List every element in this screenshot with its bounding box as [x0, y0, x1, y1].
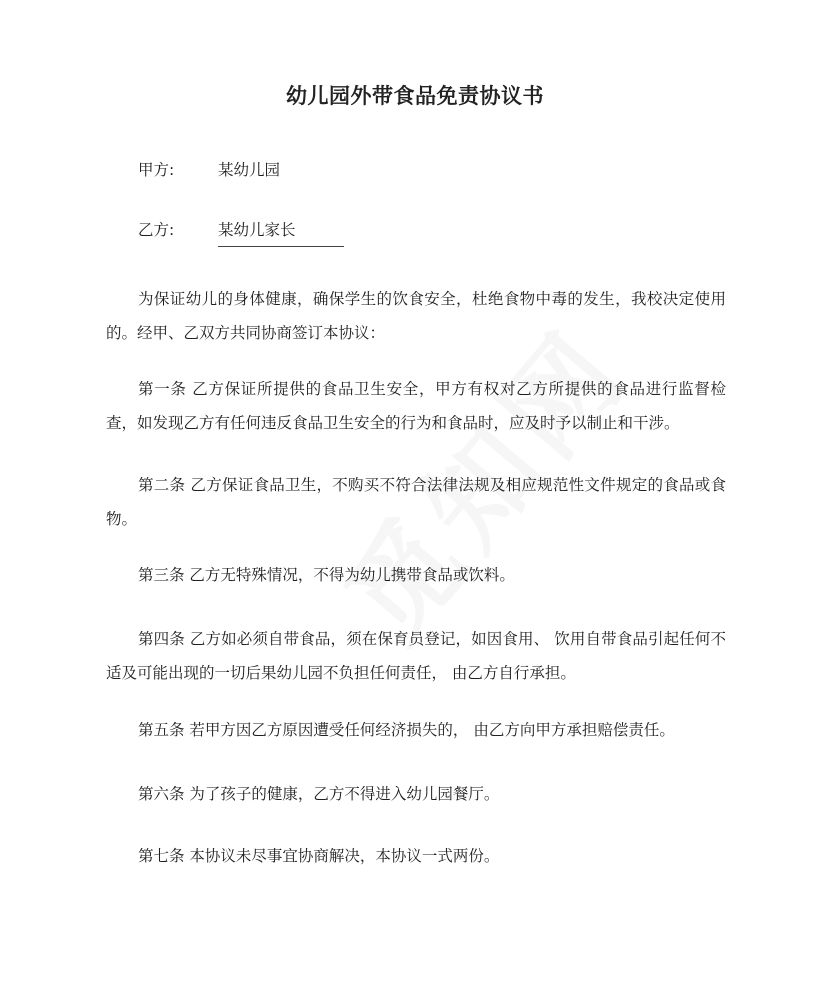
party-b-value: 某幼儿家长 [218, 218, 344, 247]
article-7: 第七条 本协议未尽事宜协商解决，本协议一式两份。 [138, 847, 500, 865]
party-a-row [138, 158, 280, 180]
article-1: 第一条 乙方保证所提供的食品卫生安全，甲方有权对乙方所提供的食品进行监督检查，如发现乙方有任何违反食品卫生安全的行为和食品时，应及时予以制止和干涉。 [106, 380, 726, 432]
article-3: 第三条 乙方无特殊情况，不得为幼儿携带食品或饮料。 [138, 566, 515, 584]
article-5: 第五条 若甲方因乙方原因遭受任何经济损失的， 由乙方向甲方承担赔偿责任。 [138, 721, 675, 739]
article-2: 第二条 乙方保证食品卫生，不购买不符合法律法规及相应规范性文件规定的食品或食物。 [106, 476, 726, 528]
article-6: 第六条 为了孩子的健康，乙方不得进入幼儿园餐厅。 [138, 785, 500, 803]
party-a-value: 某幼儿园 [218, 161, 281, 179]
party-b-row [138, 218, 344, 247]
article-4: 第四条 乙方如必须自带食品，须在保育员登记，如因食用、 饮用自带食品引起任何不适及可能出现的一切后果幼儿园不负担任何责任， 由乙方自行承担。 [106, 630, 726, 682]
intro-paragraph: 为保证幼儿的身体健康，确保学生的饮食安全，杜绝食物中毒的发生，我校决定使用的。经甲、乙双方共同协商签订本协议： [106, 290, 726, 342]
party-a-label: 甲方: [138, 161, 175, 179]
document-title: 幼儿园外带食品免责协议书 [286, 84, 544, 108]
party-b-label: 乙方: [138, 221, 175, 239]
